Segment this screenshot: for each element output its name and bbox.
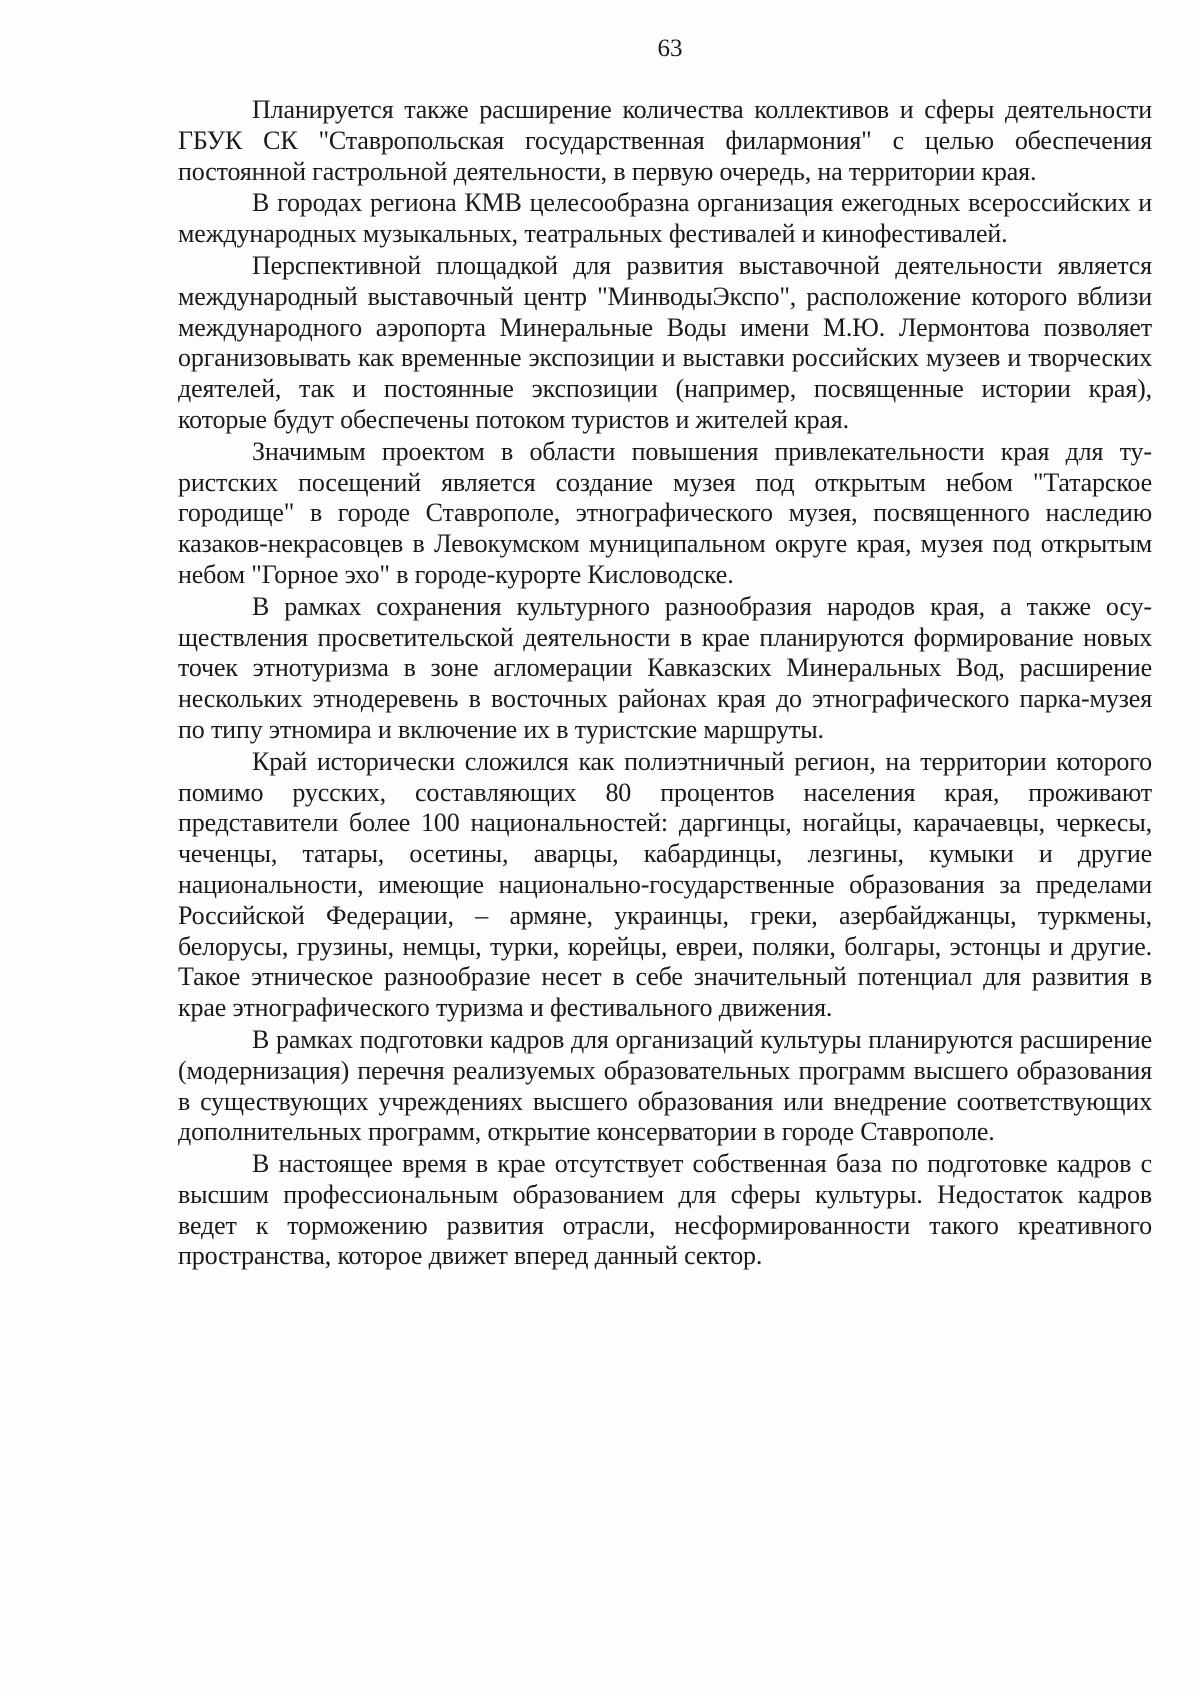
page-number: 63 (657, 35, 683, 62)
paragraph-ethnotourism: В рамках сохранения культурного разнообразия народов края, а также осуществления просветительской деятельности в крае планируются формирование новых точек этнотуризма в зоне агломерации Кавказских Минеральных Вод, расширение нескольких этнодеревень в восточных районах края до этнографического парка-музея по типу этномира и включение их в туристские маршруты. (178, 591, 1152, 744)
document-body (178, 95, 1152, 1272)
paragraph-minvodyexpo: Перспективной площадкой для развития выставочной деятельности является международный выставочный центр "МинводыЭкспо", расположение которого вблизи международного аэропорта Минеральные Воды имени М.Ю. Лермонтова позволяет организовывать как временные экспозиции и выставки российских музеев и творческих деятелей, так и постоянные экспозиции (например, посвященные истории края), которые будут обеспечены потоком туристов и жителей края. (178, 250, 1152, 434)
paragraph-philharmonic: Планируется также расширение количества коллективов и сферы деятельности ГБУК СК "Ставропольская государственная филармония" с целью обеспечения постоянной гастрольной деятельности, в первую очередь, на территории края. (178, 95, 1152, 186)
paragraph-personnel-training: В рамках подготовки кадров для организаций культуры планируются расширение (модернизация) перечня реализуемых образовательных программ высшего образования в существующих учреждениях высшего образования или внедрение соответствующих дополнительных программ, открытие консерватории в городе Ставрополе. (178, 1024, 1152, 1147)
paragraph-museums: Значимым проектом в области повышения привлекательности края для туристских посещений является создание музея под открытым небом "Татарское городище" в городе Ставрополе, этнографического музея, посвященного наследию казаков-некрасовцев в Левокумском муниципальном округе края, музея под открытым небом "Горное эхо" в городе-курорте Кисловодске. (178, 436, 1152, 589)
paragraph-kmv-festivals: В городах региона КМВ целесообразна организация ежегодных всероссийских и международных музыкальных, театральных фестивалей и кинофестивалей. (178, 188, 1152, 249)
paragraph-polyethnic-region: Край исторически сложился как полиэтничный регион, на территории которого помимо русских, составляющих 80 процентов населения края, проживают представители более 100 национальностей: даргинцы, ногайцы, карачаевцы, черкесы, чеченцы, татары, осетины, аварцы, кабардинцы, лезгины, кумыки и другие национальности, имеющие национально-государственные образования за пределами Российской Федерации, – армяне, украинцы, греки, азербайджанцы, туркмены, белорусы, грузины, немцы, турки, корейцы, евреи, поляки, болгары, эстонцы и другие. Такое этническое разнообразие несет в себе значительный потенциал для развития в крае этнографического туризма и фестивального движения. (178, 746, 1152, 1023)
paragraph-conservatory-need: В настоящее время в крае отсутствует собственная база по подготовке кадров с высшим профессиональным образованием для сферы культуры. Недостаток кадров ведет к торможению развития отрасли, несформированности такого креативного пространства, которое движет вперед данный сектор. (178, 1149, 1152, 1271)
